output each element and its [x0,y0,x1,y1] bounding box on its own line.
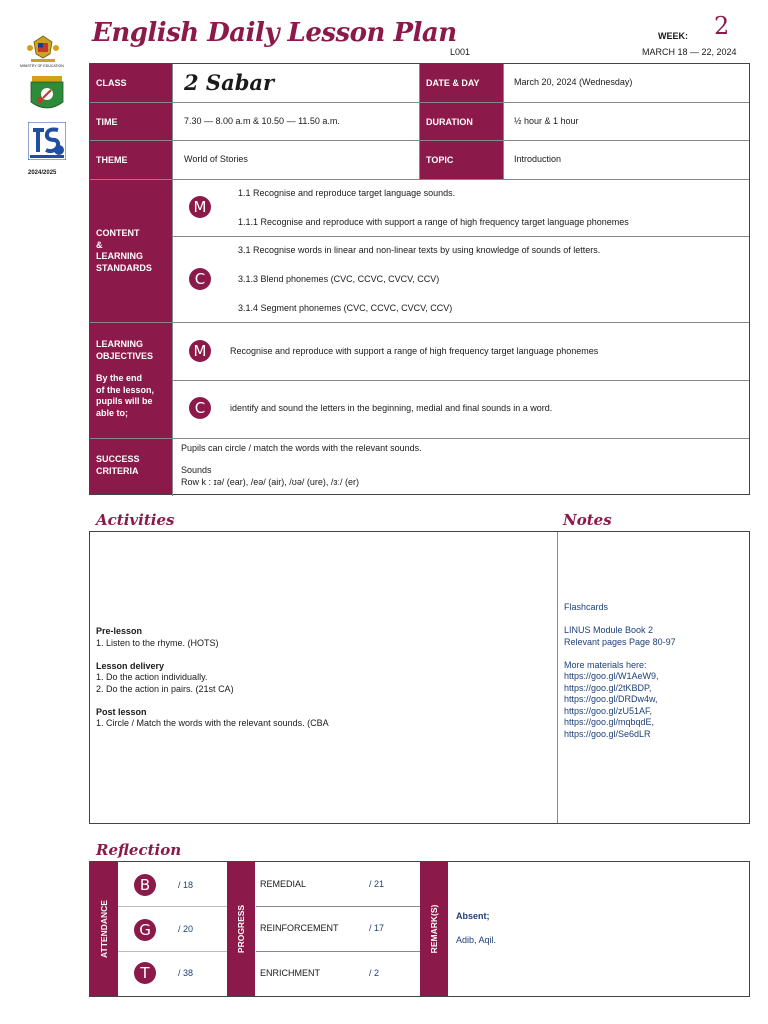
activities-title: Activities [96,511,175,529]
remarks-label: REMARK(S) [420,862,448,996]
post-lesson-step: 1. Circle / Match the words with the relevant sounds. (CBA [96,718,329,728]
notes-line: LINUS Module Book 2 [564,625,654,635]
ministry-crest-logo [26,34,60,64]
date-value: March 20, 2024 (Wednesday) [514,77,633,87]
ts25-logo [28,122,66,160]
girls-badge: G [134,919,156,941]
notes-list [564,602,676,740]
objective-main: Recognise and reproduce with support a range of high frequency target language phonemes [230,346,599,356]
school-logo [28,76,66,114]
notes-link[interactable]: https://goo.gl/2tKBDP, [564,682,652,693]
reflection-title: Reflection [96,841,182,859]
theme-label: THEME [90,141,172,179]
notes-link[interactable]: https://goo.gl/zU51AF, [564,705,653,716]
theme-value: World of Stories [184,154,248,164]
pre-lesson-step: 1. Listen to the rhyme. (HOTS) [96,637,219,648]
enrichment-count: / 2 [369,968,380,978]
complementary-skill-badge: C [189,268,211,290]
time-value: 7.30 — 8.00 a.m & 10.50 — 11.50 a.m. [184,116,340,126]
boys-count: / 18 [178,880,194,890]
objective-comp: identify and sound the letters in the beginning, medial and final sounds in a word. [230,403,553,413]
lesson-code: L001 [450,47,471,57]
reinforcement-label: REINFORCEMENT [260,923,339,933]
remedial-count: / 21 [369,879,385,889]
notes-link[interactable]: https://goo.gl/W1AeW9, [564,671,659,681]
success-criteria-3: Row k : ɪə/ (ear), /eə/ (air), /ʊə/ (ure), /ɜː/ (er) [181,477,359,487]
content-standards-label: CONTENT & LEARNING STANDARDS [90,180,172,322]
time-label: TIME [90,103,172,141]
page-title: English Daily Lesson Plan [92,18,457,48]
notes-link[interactable]: https://goo.gl/Se6dLR [564,728,651,739]
absent-label: Absent; [456,911,490,921]
topic-value: Introduction [514,154,562,164]
week-number: 2 [714,12,730,40]
post-lesson-heading: Post lesson [96,706,147,717]
crest-caption: MINISTRY OF EDUCATION [20,64,64,68]
success-criteria-label: SUCCESS CRITERIA [90,439,172,494]
notes-link[interactable]: https://goo.gl/mqbqdE, [564,717,655,727]
progress-label: PROGRESS [227,862,255,996]
reflection-box [89,861,750,997]
attendance-label: ATTENDANCE [90,862,118,996]
week-dates: MARCH 18 — 22, 2024 [642,47,737,57]
success-criteria-1: Pupils can circle / match the words with the relevant sounds. [181,443,422,453]
objective-comp-badge: C [189,397,211,419]
main-skill-badge: M [189,196,211,218]
date-label: DATE & DAY [420,64,503,102]
content-standard-main-2: 1.1.1 Recognise and reproduce with support a range of high frequency target language phonemes [238,217,629,227]
boys-badge: B [134,874,156,896]
activities-list [96,626,329,730]
duration-label: DURATION [420,103,503,141]
notes-line: More materials here: [564,659,647,670]
notes-title: Notes [563,511,612,529]
content-standard-comp-1: 3.1 Recognise words in linear and non-linear texts by using knowledge of sounds of letters. [238,245,601,255]
enrichment-label: ENRICHMENT [260,968,320,978]
lesson-delivery-step: 1. Do the action individually. [96,672,208,682]
lesson-delivery-heading: Lesson delivery [96,660,165,671]
objectives-label: LEARNING OBJECTIVES By the end of the lesson, pupils will be able to; [90,323,172,438]
content-standard-main-1: 1.1 Recognise and reproduce target language sounds. [238,188,456,198]
notes-line: Relevant pages Page 80-97 [564,636,676,647]
notes-link[interactable]: https://goo.gl/DRDw4w, [564,694,658,704]
duration-value: ½ hour & 1 hour [514,116,579,126]
success-criteria-2: Sounds [181,465,212,475]
class-label: CLASS [90,64,172,102]
lesson-details-table [89,63,750,495]
lesson-delivery-step: 2. Do the action in pairs. (21st CA) [96,683,234,694]
week-label: WEEK: [658,31,688,41]
total-badge: T [134,962,156,984]
girls-count: / 20 [178,924,194,934]
activities-box [89,531,750,824]
absent-names: Adib, Aqil. [456,935,497,945]
remedial-label: REMEDIAL [260,879,307,889]
reinforcement-count: / 17 [369,923,385,933]
notes-line: Flashcards [564,602,609,612]
academic-year: 2024/2025 [28,170,57,176]
content-standard-comp-2: 3.1.3 Blend phonemes (CVC, CCVC, CVCV, CCV) [238,274,440,284]
total-count: / 38 [178,968,194,978]
topic-label: TOPIC [420,141,503,179]
class-value: 2 Sabar [184,70,275,95]
objective-main-badge: M [189,340,211,362]
pre-lesson-heading: Pre-lesson [96,626,143,636]
content-standard-comp-3: 3.1.4 Segment phonemes (CVC, CCVC, CVCV, CCV) [238,303,453,313]
